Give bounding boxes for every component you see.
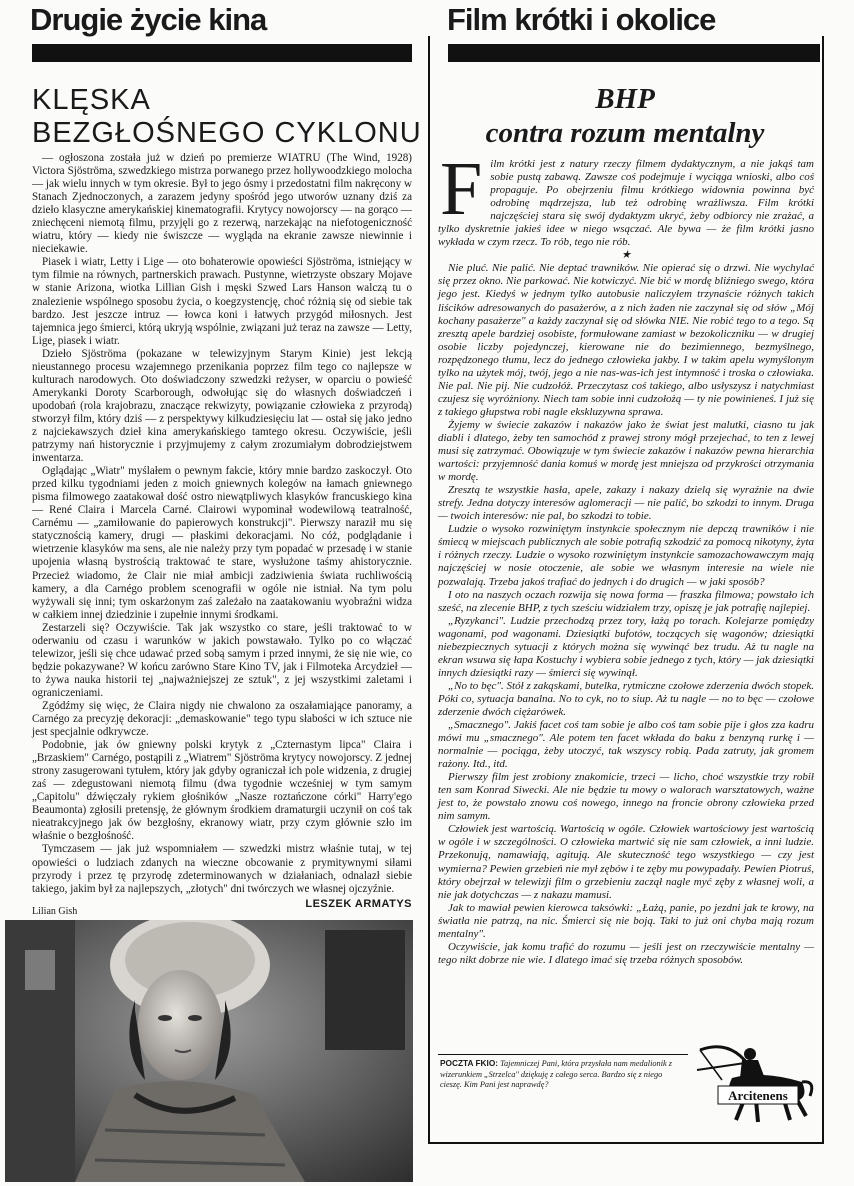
paragraph: „No to bęc". Stół z zakąskami, butelka, rytmiczne czołowe zderzenia dwóch stopek. Póki co, sytuacja banalna. No to cyk, no to siup. Aż tu nagle — no to bęc — czołowe zderzenie dwóch ciężarówek.: [438, 679, 814, 718]
paragraph: Zresztą te wszystkie hasła, apele, zakazy i nakazy dzielą się wyraźnie na dwie strefy. Jedna dotyczy interesów aglomeracji — nie palić, bo szkodzi to innym. Druga — twoich interesów: nie pal, bo szkodzi to tobie.: [438, 484, 814, 523]
paragraph: Oglądając „Wiatr" myślałem o pewnym fakcie, który mnie bardzo zaskoczył. Oto przed kilku tygodniami jeden z moich gniewnych kolegów na łamach gniewnego pisma filmowego zaatakował dość ostro niewątpliwych klasyków francuskiego kina — René Claira i Marcela Carné. Clairowi wypominał wodewilową teatralność, Carnému — „zamiłowanie do papierowych konstrukcji". Pierwszy naraził mu się statycznością kamery, drugi — płaskimi dekoracjami. No cóż, podglądanie i wietrzenie klasyków ma sens, ale nie należy przy tym popadać w przesadę i w stanie upojenia własną bystrością traktować te stare, wysłużone taśmy ahistorycznie. Przecież wiadomo, że Clair nie miał ambicji zadziwienia świata ruchliwością kamery, a dla Carnégo problem scenografii w ogóle nie istniał. Na tym polu wyżywali się inni; tym oskarżonym zaś zależało na zaatakowaniu wyobraźni widza w całkiem innej dziedzinie i zupełnie innymi środkami.: [32, 465, 412, 621]
paragraph: Zestarzeli się? Oczywiście. Tak jak wszystko co stare, jeśli traktować to w oderwaniu od czasu i warunków w jakich powstawało. Tylko po co włączać telewizor, jeśli się chce udawać przed sobą samym i przed innymi, że się nie wie, co będzie pokazywane? W końcu zarówno Stare Kino TV, jak i Filmoteka Arcydzieł — to żywa nauka historii tej „najważniejszej ze sztuk", z jej wszystkimi zaletami i ograniczeniami.: [32, 621, 412, 699]
author-signature: LESZEK ARMATYS: [305, 897, 412, 910]
paragraph: Zgódźmy się więc, że Claira nigdy nie chwalono za oszałamiające panoramy, a Carnégo za precyzję dekoracji: „demaskowanie" tego typu słabości w ich sztuce nie jest specjalnie odkrywcze.: [32, 699, 412, 739]
paragraph: Dzieło Sjöströma (pokazane w telewizyjnym Starym Kinie) jest lekcją nieustannego procesu wzajemnego przenikania poprzez film tego co najlepsze w kulturach narodowych. Oto doświadczony szwedzki reżyser, w oparciu o powieść Amerykanki Doroty Scarborough, odwołując się do własnych doświadczeń i upodobań (rola krajobrazu, znaczące rekwizyty, powiązanie człowieka z przyrodą) stworzył film, który dziś — z perspektywy kilkudziesięciu lat — ostał się jako jedno z najciekawszych dzieł kina amerykańskiego tamtego okresu. Oczywiście, jeśli patrzymy nań historycznie i przyjmujemy z całym zrozumiałym dobrodziejstwem inwentarza.: [32, 347, 412, 465]
paragraph: Piasek i wiatr, Letty i Lige — oto bohaterowie opowieści Sjöströma, istniejący w tym filmie na równych, partnerskich prawach. Pustynne, wietrzyste obszary Mojave w stanie Arizona, wiotka Lillian Gish i męski Szwed Lars Hanson walczą tu o znalezienie wspólnego sposobu życia, o koegzystencję, choć różnią się od siebie tak bardzo. Jest jeszcze intruz — łowca koni i łatwych przygód miłosnych. Jest tajemnica jego śmierci, którą ukryją wspólnie, związani już teraz na zawsze — Letty, Lige, piasek i wiatr.: [32, 256, 412, 347]
article-body-right: [438, 147, 814, 967]
section-header-left: Drugie życie kina: [30, 2, 267, 37]
photo-caption: Lilian Gish: [32, 906, 78, 917]
paragraph: Pierwszy film jest zrobiony znakomicie, trzeci — licho, choć wszystkie trzy robił ten sam Konrad Siwecki. Ale nie będzie tu mowy o walorach warsztatowych, ważne jest to, że powstało znowu coś nowego, innego na froncie obrony człowieka przed nim samym.: [438, 771, 814, 823]
title-right-line2: contra rozum mentalny: [485, 117, 765, 149]
archer-icon: [692, 1040, 816, 1130]
drop-cap: F: [440, 147, 483, 231]
paragraph: — ogłoszona została już w dzień po premierze WIATRU (The Wind, 1928) Victora Sjöströma, szwedzkiego mistrza porwanego przez hollywoodzkiego molocha — jak wielu innych w tym okresie. Był to jego ósmy i przedostatni film nakręcony w Stanach Zjednoczonych, a zarazem jedyny spośród jego utworów uznany dziś za dzieło klasyczne amerykańskiej kinematografii. Krytycy nowojorscy — na gorąco — zniechęceni niemotą filmu, przyjęli go z rezerwą, narzekając na niefotogeniczność wiatru, który — kiedy nie świszcze — wygląda na ekranie zawsze niewinnie i nieciekawie.: [32, 152, 412, 256]
article-title-right: [440, 82, 810, 150]
lead-paragraph: [438, 147, 814, 249]
logo-text: Arcitenens: [728, 1088, 788, 1103]
paragraph: Ludzie o wysoko rozwiniętym instynkcie społecznym nie depczą trawników i nie śmiecą w miejscach publicznych ale sobie potrafią szkodzić za pomocą nikotyny, żyta i różnych rzeczy. Ludzie o wysoko rozwiniętym instynkcie samozachowawczym mają najczęściej w nosie otoczenie, ale sobie we własnym interesie na wiele nie pozwalają. Trzeba jakoś trafiać do jednych i do drugich — w jaki sposób?: [438, 523, 814, 588]
footer-divider: [438, 1054, 688, 1055]
photo-image: [5, 920, 413, 1182]
paragraph: „Ryzykanci". Ludzie przechodzą przez tory, łażą po torach. Kolejarze pomiędzy wagonami, pod wagonami. Dziesiątki bufotów, toczących się wagonów; dziesiątki niebezpiecznych sytuacji z których można się wywinąć bez trudu. Aż tu nagle na ekran wsuwa się łapa Kostuchy i wybiera sobie jednego z tych, który — jak dziesiątki innych dziesiątki razy — śmierci się wywinął.: [438, 614, 814, 679]
reader-mail-label: POCZTA FKIO:: [440, 1058, 499, 1068]
paragraph: „Smacznego". Jakiś facet coś tam sobie je albo coś tam sobie pije i głos zza kadru mówi mu „smacznego". Ale potem ten facet wkłada do baku z benzyną rurkę i — normalnie — pociąga, żeby utoczyć, tak wszyscy robią. Pada zatruty, jak gromem rażony. Itd., itd.: [438, 719, 814, 771]
title-right-line1: BHP: [595, 83, 655, 115]
paragraph: Żyjemy w świecie zakazów i nakazów jako że świat jest malutki, ciasno tu jak diabli i dlatego, żeby ten samochód z prawej strony mógł przejechać, to ten z lewej musi się zatrzymać. Obowiązuje w tym świecie zakazów i nakazów pewna hierarchia wartości: przyjemność dania komuś w mordę jest mniejsza od przykrości otrzymania w mordę.: [438, 418, 814, 484]
arcitenens-logo: [692, 1040, 816, 1130]
paragraph: Oczywiście, jak komu trafić do rozumu — jeśli jest on rzeczywiście mentalny — tego nikt dobrze nie wie. I dlatego imać się trzeba różnych sposobów.: [438, 940, 814, 966]
paragraph: Człowiek jest wartością. Wartością w ogóle. Człowiek wartościowy jest wartością w ogóle i w szczególności. O człowieka martwić się nie sam człowiek, a inni ludzie. Przekonują, namawiają, agitują. Ale skuteczność tego wszystkiego — czy jest wymierna? Pewien grzebień nie mył zębów i te zęby mu powypadały. Pewien Piotruś, który obejrzał w telewizji film o grzebieniu zaczął nagle myć zęby z własnej woli, a nie jak dotychczas — z nakazu mamusi.: [438, 823, 814, 901]
paragraph: Podobnie, jak ów gniewny polski krytyk z „Czternastym lipca" Claira i „Brzaskiem" Carnégo, postąpili z „Wiatrem" Sjöströma krytycy nowojorscy. Z jednej strony zasugerowani tytułem, który jak gdyby ograniczał ich pole widzenia, z drugiej zaś — zdegustowani niemotą filmu (dwa tygodnie wcześniej w tym samym „Capitolu" dźwięczały rykiem głośników „Nasze roztańczone córki" Harry'ego Beaumonta) zgłosili pretensję, że głównym środkiem dramaturgii uczynił on coś tak nieatrakcyjnego jak ów bezgłośny, ekranowy wiatr, przy czym głównie szło im właśnie o bezgłośność.: [32, 739, 412, 843]
title-left-line2: BEZGŁOŚNEGO CYKLONU: [32, 117, 422, 149]
article-title-left: [32, 84, 422, 150]
section-header-right: Film krótki i okolice: [447, 2, 716, 37]
reader-mail-text: Tajemniczej Pani, która przysłała nam medalionik z wizerunkiem „Strzelca" dziękuję z całego serca. Bardzo się z niego cieszę. Kim Pani jest naprawdę?: [440, 1059, 673, 1090]
title-left-line1: KLĘSKA: [32, 84, 151, 116]
section-star-separator: ★: [621, 249, 631, 262]
paragraph: Tymczasem — jak już wspomniałem — szwedzki mistrz właśnie tutaj, w tej opowieści o ludziach zdanych na wieczne obcowanie z prymitywnymi siłami przyrody i przez tę przyrodę zdeterminowanych w działaniach, odnalazł siebie takiego, jakim był za najlepszych, „złotych" dni twórczych we własnej ojczyźnie.: [32, 843, 412, 895]
paragraph: I oto na naszych oczach rozwija się nowa forma — fraszka filmowa; powstało ich sześć, na zlecenie BHP, z tych sześciu widziałem trzy, opiszę je jak potrafię najlepiej.: [438, 588, 814, 614]
lead-text: ilm krótki jest z natury rzeczy filmem dydaktycznym, a nie jakąś tam sobie pustą zabawą. Zawsze coś podejmuje i wyciąga wnioski, albo coś propaguje. Po obejrzeniu filmu krótkiego widownia powinna być odrobinę mądrzejsza, lub też odrobinę wrażliwsza. Film krótki najczęściej stara się swój dydaktyzm ukryć, żeby odbiorcy nie zrażać, a tylko dyskretnie jakieś idee w niego wsączać. Ale bywa — że film krótki jasno wykłada w czym rzecz. To rób, tego nie rób.: [438, 158, 814, 249]
header-bar-left: [32, 44, 412, 62]
paragraph: Jak to mawiał pewien kierowca taksówki: „Łażą, panie, po jezdni jak te krowy, na światła nie patrzą, na nic. Śmierci się nie boją. Taki to już oni chyba mają rozum mentalny".: [438, 901, 814, 940]
reader-mail-note: [440, 1058, 676, 1091]
article-body-left: [32, 152, 412, 911]
lillian-gish-photo: [5, 920, 413, 1182]
paragraph: Nie pluć. Nie palić. Nie deptać trawników. Nie opierać się o drzwi. Nie wychylać się przez okno. Nie parkować. Nie kotwiczyć. Nie bić w mordę bliźniego swego, która jego jest. Kiedyś w jednym tylko autobusie naliczyłem trzynaście różnych takich liścików adresowanych do pasażerów, a z nich żaden nie zaczynał się od słów „Mój kochany pasażerze" a każdy zaczynał się od słówka NIE. Nie robić tego to a tego. Są zresztą apele bardziej osobiste, formułowane zamiast w bezokoliczniku — w drugiej osobie liczby pojedynczej, kierowane nie do bezimiennego, bezmyślnego, rozpędzonego tłumu, lecz do jednego człowieka jakby. I w takim apelu wymyślonym tylko na użytek mój, twój, jego a nie nas-was-ich jest intymność i troska o człowiaka. Nie pal. Nie pij. Nie cudzołóż. Przeczytasz coś takiego, albo usłyszysz i natychmiast czujesz się wyróżniony. Niech tam sobie inni cudzołożą — ty nie powinieneś. I już się z takiego głupstwa robi nagle ekskluzywna sprawa.: [438, 262, 814, 418]
